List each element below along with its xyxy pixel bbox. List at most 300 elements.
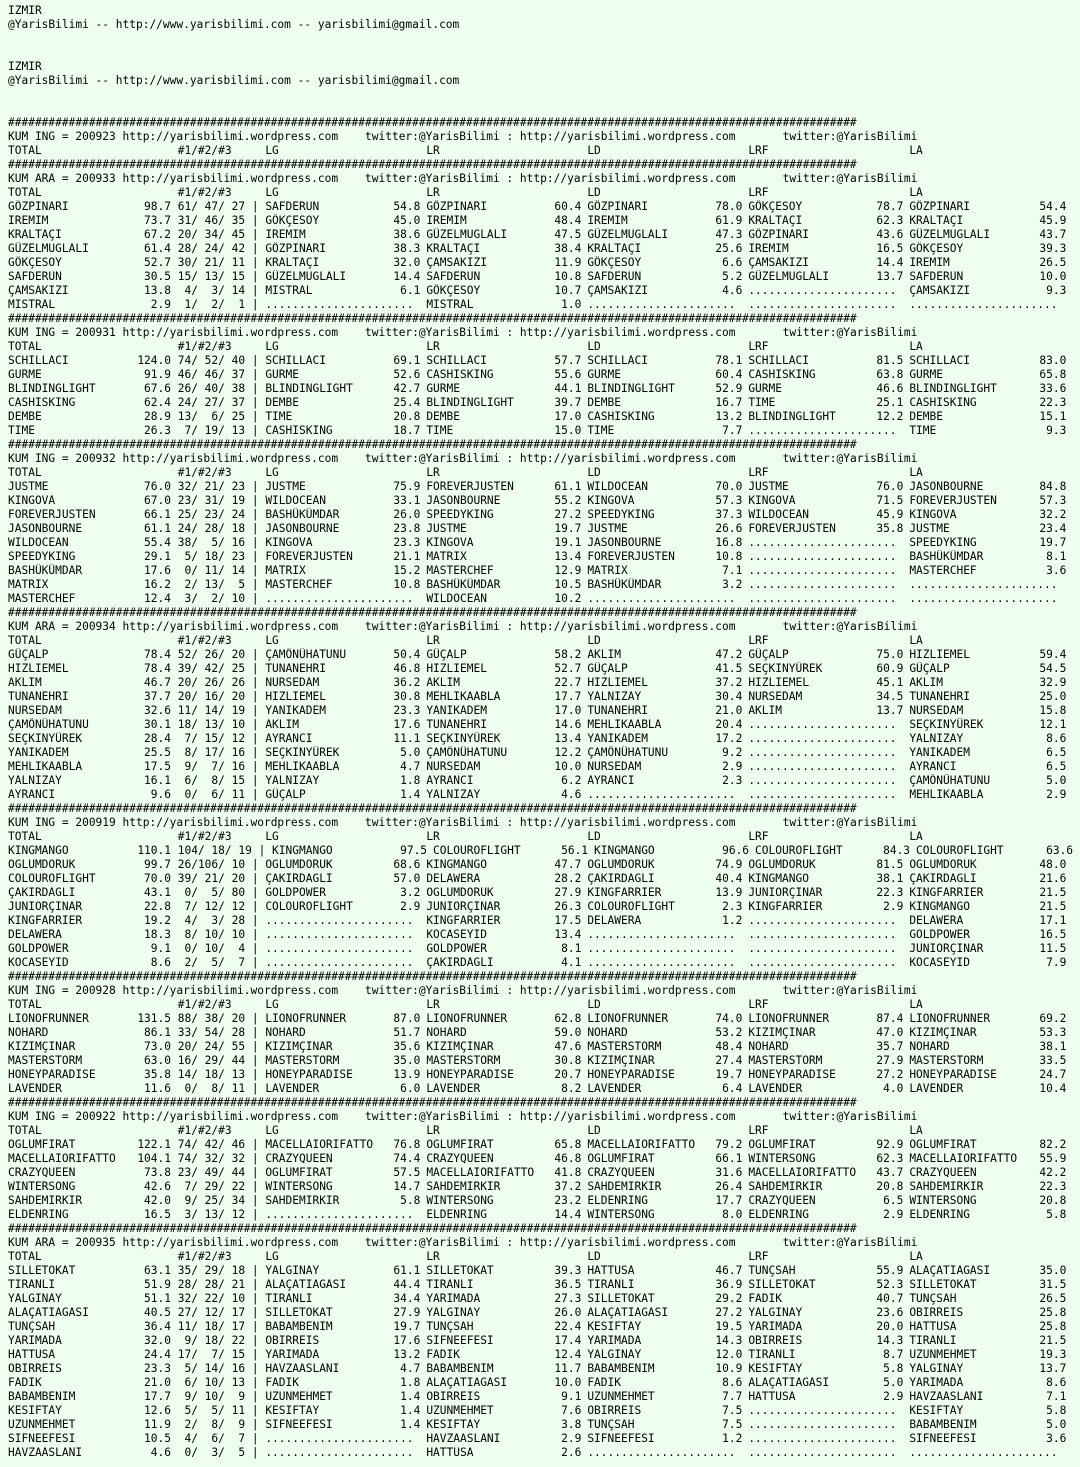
total-score: 124.0 [137,354,171,367]
lrf-empty: ...................... [748,732,897,745]
la-score: 13.7 [1039,1362,1067,1375]
groups: 2/ 8/ 9 [171,1418,246,1431]
lrf-empty: ...................... [748,1418,897,1431]
blank [708,340,742,354]
lr-name: FOREVERJUSTEN [426,480,514,493]
blank [130,1250,171,1264]
bar: | [245,1068,266,1081]
lrf-name: OBIRREIS [748,1334,803,1347]
lr-score: 3.8 [561,1418,582,1431]
twitter-link: twitter:@YarisBilimi : http://yarisbilimi.wordpress.com [365,172,736,185]
lg-name: KINGOVA [265,536,313,549]
spacer [338,130,365,144]
race-title: KUM ARA = 200933 [8,172,123,185]
lg-score: 35.0 [393,1054,421,1067]
lg-score: 23.3 [393,704,421,717]
bar: | [245,382,266,395]
twitter-handle: twitter:@YarisBilimi [782,1236,918,1249]
bar: | [245,424,266,437]
lg-empty: ...................... [265,914,414,927]
la-score: 21.6 [1039,872,1067,885]
lg-name: HAVZAASLANI [265,1362,340,1375]
groups: 23/ 31/ 19 [171,494,246,507]
la-score: 48.0 [1039,858,1067,871]
la-score: 25.8 [1039,1320,1067,1333]
lg-name: BASHÜKÜMDAR [265,508,340,521]
col-ld: LD [587,998,601,1011]
total-label: TOTAL [8,998,42,1011]
groups-label: #1/#2/#3 [171,186,232,199]
groups: 2/ 5/ 7 [171,956,246,969]
lr-score: 58.2 [554,648,582,661]
col-la: LA [909,466,923,479]
gap [232,998,266,1012]
ld-score: 8.0 [722,1208,743,1221]
race-block [8,970,1080,1096]
bar: | [245,1264,266,1277]
lg-score: 51.7 [393,1026,421,1039]
ld-name: GÜÇALP [587,662,628,675]
lr-score: 10.8 [554,270,582,283]
lg-empty: ...................... [265,592,414,605]
spacer [735,620,782,634]
spacer [338,984,365,998]
lrf-name: MASTERSTORM [748,1054,823,1067]
lrf-score: 12.2 [876,410,904,423]
separator: ############################################################################################################################## [8,312,857,325]
ld-name: KINGFARRIER [587,886,662,899]
ld-score: 7.1 [722,564,743,577]
lg-score: 5.8 [400,1194,421,1207]
ld-name: NOHARD [587,1026,628,1039]
col-ld: LD [587,186,601,199]
race-title: KUM ARA = 200934 [8,620,123,633]
table-row [8,1152,1080,1166]
ld-name: OBIRREIS [587,1404,642,1417]
lr-name: SAHDEMIRKIR [426,1180,501,1193]
table-row [8,228,1080,242]
lr-score: 15.0 [554,424,582,437]
lr-name: YALGINAY [426,1306,481,1319]
lrf-empty: ...................... [748,1446,897,1459]
blank [386,1250,420,1264]
la-name: ELDENRING [909,1208,970,1221]
lg-score: 74.4 [393,1152,421,1165]
horse-name: WINTERSONG [8,1180,76,1193]
bar: | [245,578,266,591]
lrf-name: HONEYPARADISE [748,1068,836,1081]
blank [708,998,742,1012]
lrf-score: 23.6 [876,1306,904,1319]
lg-name: FADIK [265,1376,299,1389]
lg-score: 1.4 [400,1390,421,1403]
lrf-score: 71.5 [876,494,904,507]
horse-name: MASTERSTORM [8,1054,83,1067]
total-score: 12.6 [144,1404,171,1417]
groups-label: #1/#2/#3 [171,340,232,353]
la-name: OGLUMFIRAT [909,1138,977,1151]
total-score: 91.9 [144,368,171,381]
lg-name: GURME [265,368,299,381]
table-row [8,942,1080,956]
groups: 25/ 23/ 24 [171,508,246,521]
col-lr: LR [426,998,440,1011]
ld-score: 30.4 [715,690,743,703]
lg-score: 32.0 [393,256,421,269]
total-score: 61.4 [144,242,171,255]
bar: | [245,704,266,717]
la-score: 8.1 [1046,550,1067,563]
contact-line: @YarisBilimi -- http://www.yarisbilimi.com -- yarisbilimi@gmail.com [8,74,460,87]
lr-name: GÜZELMUGLALI [426,228,508,241]
ld-name: CRAZYQUEEN [587,1166,655,1179]
lr-name: OGLUMFIRAT [426,1138,494,1151]
lr-score: 6.2 [561,774,582,787]
lrf-score: 81.5 [876,354,904,367]
gap [232,1250,266,1264]
lr-name: AKLIM [426,676,460,689]
bar: | [245,760,266,773]
lr-name: MASTERCHEF [426,564,494,577]
table-row [8,1348,1080,1362]
separator-line [8,606,1080,620]
column-header-line [8,466,1080,480]
bar: | [245,1026,266,1039]
lr-name: MACELLAIORIFATTO [426,1166,535,1179]
ld-name: WILDOCEAN [587,480,648,493]
race-block [8,1096,1080,1222]
lr-score: 19.1 [554,536,582,549]
horse-name: SEÇKINYÜREK [8,732,83,745]
lr-score: 10.0 [554,1376,582,1389]
twitter-link: twitter:@YarisBilimi : http://yarisbilimi.wordpress.com [365,452,736,465]
table-row [8,550,1080,564]
lg-name: GÖZPINARI [265,242,326,255]
total-score: 42.0 [144,1194,171,1207]
lrf-score: 35.7 [876,1040,904,1053]
lr-score: 27.3 [554,1292,582,1305]
la-score: 5.0 [1046,1418,1067,1431]
total-score: 26.3 [144,424,171,437]
wp-link: http://yarisbilimi.wordpress.com [122,172,339,185]
ld-name: JASONBOURNE [587,536,662,549]
lg-empty: ...................... [265,298,414,311]
la-name: LIONOFRUNNER [909,1012,991,1025]
lr-score: 2.6 [561,1446,582,1459]
horse-name: TIRANLI [8,1278,56,1291]
bar: | [245,410,266,423]
table-row [8,718,1080,732]
bar: | [245,564,266,577]
wp-link: http://yarisbilimi.wordpress.com [122,984,339,997]
groups: 20/ 16/ 20 [171,690,246,703]
lg-score: 4.7 [400,760,421,773]
lr-score: 2.9 [561,1432,582,1445]
groups: 0/ 5/ 80 [171,886,246,899]
lg-score: 97.5 [400,844,428,857]
bar: | [245,522,266,535]
table-row [8,368,1080,382]
ld-score: 17.7 [715,1194,743,1207]
la-name: KRALTAÇI [909,214,964,227]
col-lg: LG [265,634,279,647]
ld-score: 96.6 [722,844,750,857]
ld-name: ALAÇATIAGASI [587,1306,669,1319]
total-score: 78.4 [144,662,171,675]
lrf-score: 14.4 [876,256,904,269]
lg-name: KINGMANGO [272,844,333,857]
la-score: 84.8 [1039,480,1067,493]
bar: | [245,746,266,759]
col-lg: LG [265,1250,279,1263]
la-score: 16.5 [1039,928,1067,941]
lg-name: HONEYPARADISE [265,1068,353,1081]
la-score: 6.5 [1046,760,1067,773]
lrf-score: 52.3 [876,1278,904,1291]
lg-score: 4.7 [400,1362,421,1375]
horse-name: BABAMBENIM [8,1390,76,1403]
col-lrf: LRF [748,998,769,1011]
ld-name: KINGMANGO [594,844,655,857]
horse-name: JASONBOURNE [8,522,83,535]
ld-score: 9.2 [722,746,743,759]
lg-score: 3.2 [400,886,421,899]
blank [708,466,742,480]
lr-score: 17.4 [554,1334,582,1347]
blank [130,634,171,648]
lrf-empty: ...................... [748,578,897,591]
lr-score: 48.4 [554,214,582,227]
race-title-line [8,452,1080,466]
ld-score: 40.4 [715,872,743,885]
la-score: 23.4 [1039,522,1067,535]
ld-name: SAHDEMIRKIR [587,1180,662,1193]
lg-score: 23.8 [393,522,421,535]
table-row [8,1418,1080,1432]
lg-name: COLOUROFLIGHT [265,900,353,913]
lr-score: 26.0 [554,1306,582,1319]
la-score: 10.0 [1039,270,1067,283]
bar: | [245,1278,266,1291]
lr-name: JUNIORÇINAR [426,900,501,913]
lr-name: GOLDPOWER [426,942,487,955]
lg-score: 1.4 [400,788,421,801]
spacer [735,816,782,830]
lrf-score: 43.7 [876,1166,904,1179]
total-score: 19.2 [144,914,171,927]
lr-name: SEÇKINYÜREK [426,732,501,745]
col-ld: LD [587,634,601,647]
horse-name: ELDENRING [8,1208,69,1221]
groups: 18/ 13/ 10 [171,718,246,731]
total-label: TOTAL [8,186,42,199]
ld-name: ÇAKIRDAGLI [587,872,655,885]
col-lr: LR [426,466,440,479]
la-score: 55.9 [1039,1152,1067,1165]
table-row [8,1320,1080,1334]
ld-score: 5.2 [722,270,743,283]
la-score: 22.3 [1039,396,1067,409]
separator: ############################################################################################################################## [8,1222,857,1235]
total-score: 62.4 [144,396,171,409]
column-header-line [8,144,1080,158]
la-score: 5.8 [1046,1404,1067,1417]
la-score: 22.3 [1039,1180,1067,1193]
total-score: 67.2 [144,228,171,241]
separator: ############################################################################################################################## [8,1096,857,1109]
lrf-score: 46.6 [876,382,904,395]
groups: 20/ 34/ 45 [171,228,246,241]
lr-score: 11.9 [554,256,582,269]
ld-score: 36.9 [715,1278,743,1291]
table-row [8,1054,1080,1068]
race-block [8,438,1080,606]
total-score: 32.0 [144,1334,171,1347]
ld-score: 26.6 [715,522,743,535]
bar: | [245,1362,266,1375]
lrf-name: FOREVERJUSTEN [748,522,836,535]
ld-score: 70.0 [715,480,743,493]
la-score: 32.2 [1039,508,1067,521]
la-score: 26.5 [1039,256,1067,269]
race-title-line [8,172,1080,186]
table-row [8,410,1080,424]
lg-score: 10.8 [393,578,421,591]
table-row [8,956,1080,970]
lrf-empty: ...................... [748,298,897,311]
blank [547,998,581,1012]
gap [232,634,266,648]
la-score: 7.1 [1046,1390,1067,1403]
la-score: 17.1 [1039,914,1067,927]
col-lr: LR [426,1250,440,1263]
lr-score: 23.2 [554,1194,582,1207]
la-name: KIZIMÇINAR [909,1026,977,1039]
ld-name: MEHLIKAABLA [587,718,662,731]
lr-score: 44.1 [554,382,582,395]
lg-score: 1.4 [400,1418,421,1431]
lg-name: KIZIMÇINAR [265,1040,333,1053]
table-row [8,354,1080,368]
separator-line [8,312,1080,326]
ld-score: 79.2 [715,1138,743,1151]
blank [130,830,171,844]
col-lg: LG [265,340,279,353]
horse-name: MATRIX [8,578,49,591]
lr-score: 1.0 [561,298,582,311]
ld-score: 25.6 [715,242,743,255]
lrf-name: TIME [748,396,776,409]
lg-name: YALNIZAY [265,774,320,787]
wp-link: http://yarisbilimi.wordpress.com [122,130,339,143]
bar: | [245,858,266,871]
blank [869,1250,903,1264]
blank [869,466,903,480]
total-score: 18.3 [144,928,171,941]
total-score: 9.1 [150,942,171,955]
blank [869,144,903,158]
lg-name: WINTERSONG [265,1180,333,1193]
total-label: TOTAL [8,466,42,479]
lrf-name: KINGFARRIER [748,900,823,913]
lg-name: KRALTAÇI [265,256,320,269]
table-row [8,774,1080,788]
lrf-score: 92.9 [876,1138,904,1151]
horse-name: YALNIZAY [8,774,62,787]
blank [386,466,420,480]
ld-score: 26.4 [715,1180,743,1193]
la-name: SILLETOKAT [909,1278,977,1291]
la-name: IREMIM [909,256,950,269]
la-empty: ...................... [909,578,1058,591]
groups: 9/ 25/ 34 [171,1194,246,1207]
lrf-name: LAVENDER [748,1082,803,1095]
lg-score: 27.9 [393,1306,421,1319]
lg-score: 1.8 [400,774,421,787]
bar: | [245,1166,266,1179]
wp-link: http://yarisbilimi.wordpress.com [122,1110,339,1123]
twitter-handle: twitter:@YarisBilimi [782,130,918,143]
lg-score: 57.0 [393,872,421,885]
lg-name: TUNANEHRI [265,662,326,675]
total-score: 22.8 [144,900,171,913]
groups: 11/ 18/ 17 [171,1320,246,1333]
la-name: COLOUROFLIGHT [916,844,1004,857]
contact-line: @YarisBilimi -- http://www.yarisbilimi.com -- yarisbilimi@gmail.com [8,18,460,31]
lg-score: 13.2 [393,1348,421,1361]
lr-score: 26.3 [554,900,582,913]
spacer [735,130,782,144]
bar: | [245,200,266,213]
lr-name: KINGOVA [426,536,474,549]
ld-score: 78.0 [715,200,743,213]
la-score: 33.6 [1039,382,1067,395]
race-title-line [8,1110,1080,1124]
separator: ############################################################################################################################## [8,158,857,171]
lg-name: IREMIM [265,228,306,241]
lr-name: MISTRAL [426,298,474,311]
table-row [8,928,1080,942]
gap [232,144,266,158]
bar: | [245,1138,266,1151]
la-name: KINGOVA [909,508,957,521]
lg-name: YALGINAY [265,1264,320,1277]
ld-score: 48.4 [715,1040,743,1053]
lr-name: WILDOCEAN [426,592,487,605]
groups-label: #1/#2/#3 [171,144,232,157]
lr-score: 20.7 [554,1068,582,1081]
total-score: 25.5 [144,746,171,759]
wp-link: http://yarisbilimi.wordpress.com [122,452,339,465]
col-la: LA [909,830,923,843]
lr-score: 12.9 [554,564,582,577]
lr-name: BASHÜKÜMDAR [426,578,501,591]
column-header-line [8,830,1080,844]
lg-score: 17.6 [393,1334,421,1347]
col-la: LA [909,1124,923,1137]
lrf-empty: ...................... [748,928,897,941]
groups: 8/ 17/ 16 [171,746,246,759]
lr-name: ÇAKIRDAGLI [426,956,494,969]
ld-score: 78.1 [715,354,743,367]
lr-name: TUNÇSAH [426,1320,474,1333]
lg-score: 23.3 [393,536,421,549]
lrf-score: 35.8 [876,522,904,535]
blank [547,186,581,200]
blank [386,186,420,200]
groups: 0/ 10/ 4 [171,942,246,955]
bar: | [245,1180,266,1193]
